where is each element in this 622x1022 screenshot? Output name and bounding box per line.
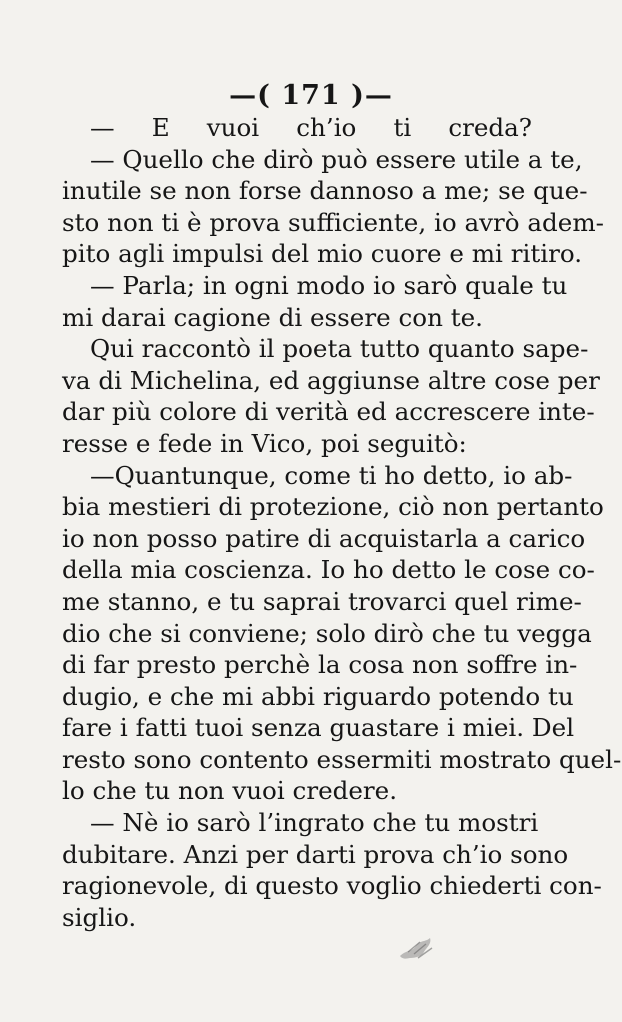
text-line: me stanno, e tu saprai trovarci quel rime- [62,586,582,616]
text-line: dar più colore di verità ed accrescere inte- [62,397,595,427]
text-line: fare i fatti tuoi senza guastare i miei. Del [62,713,575,743]
text-line: — Quello che dirò può essere utile a te, [90,144,583,174]
text-line: — Parla; in ogni modo io sarò quale tu [90,270,568,300]
text-line: io non posso patire di acquistarla a carico [62,523,586,553]
text-line: di far presto perchè la cosa non soffre in- [62,650,578,680]
text-line: lo che tu non vuoi credere. [62,776,398,806]
text-line: — Nè io sarò l’ingrato che tu mostri [90,808,539,838]
text-line: —Quantunque, come ti ho detto, io ab- [90,460,573,490]
text-line: resse e fede in Vico, poi seguitò: [62,428,467,458]
body-text [62,112,622,933]
text-line: bia mestieri di protezione, ciò non pertanto [62,492,604,522]
text-line: sto non ti è prova sufficiente, io avrò adem- [62,207,604,237]
text-line: siglio. [62,902,137,932]
ink-smudge-icon [396,932,440,964]
text-line: dubitare. Anzi per darti prova ch’io sono [62,839,569,869]
text-line: mi darai cagione di essere con te. [62,302,483,332]
text-line: ragionevole, di questo voglio chiederti con- [62,871,602,901]
text-line: resto sono contento essermiti mostrato quel- [62,744,622,774]
text-line: va di Michelina, ed aggiunse altre cose per [62,365,600,395]
text-line: della mia coscienza. Io ho detto le cose co- [62,555,595,585]
text-line: — E vuoi ch’io ti creda? [90,113,532,142]
text-line: inutile se non forse dannoso a me; se que- [62,176,588,206]
page-number: —( 171 )— [229,80,393,111]
text-line: pito agli impulsi del mio cuore e mi ritiro. [62,239,583,269]
text-line: dio che si conviene; solo dirò che tu vegga [62,618,592,648]
text-line: dugio, e che mi abbi riguardo potendo tu [62,681,574,711]
text-line: Qui raccontò il poeta tutto quanto sape- [90,334,589,364]
